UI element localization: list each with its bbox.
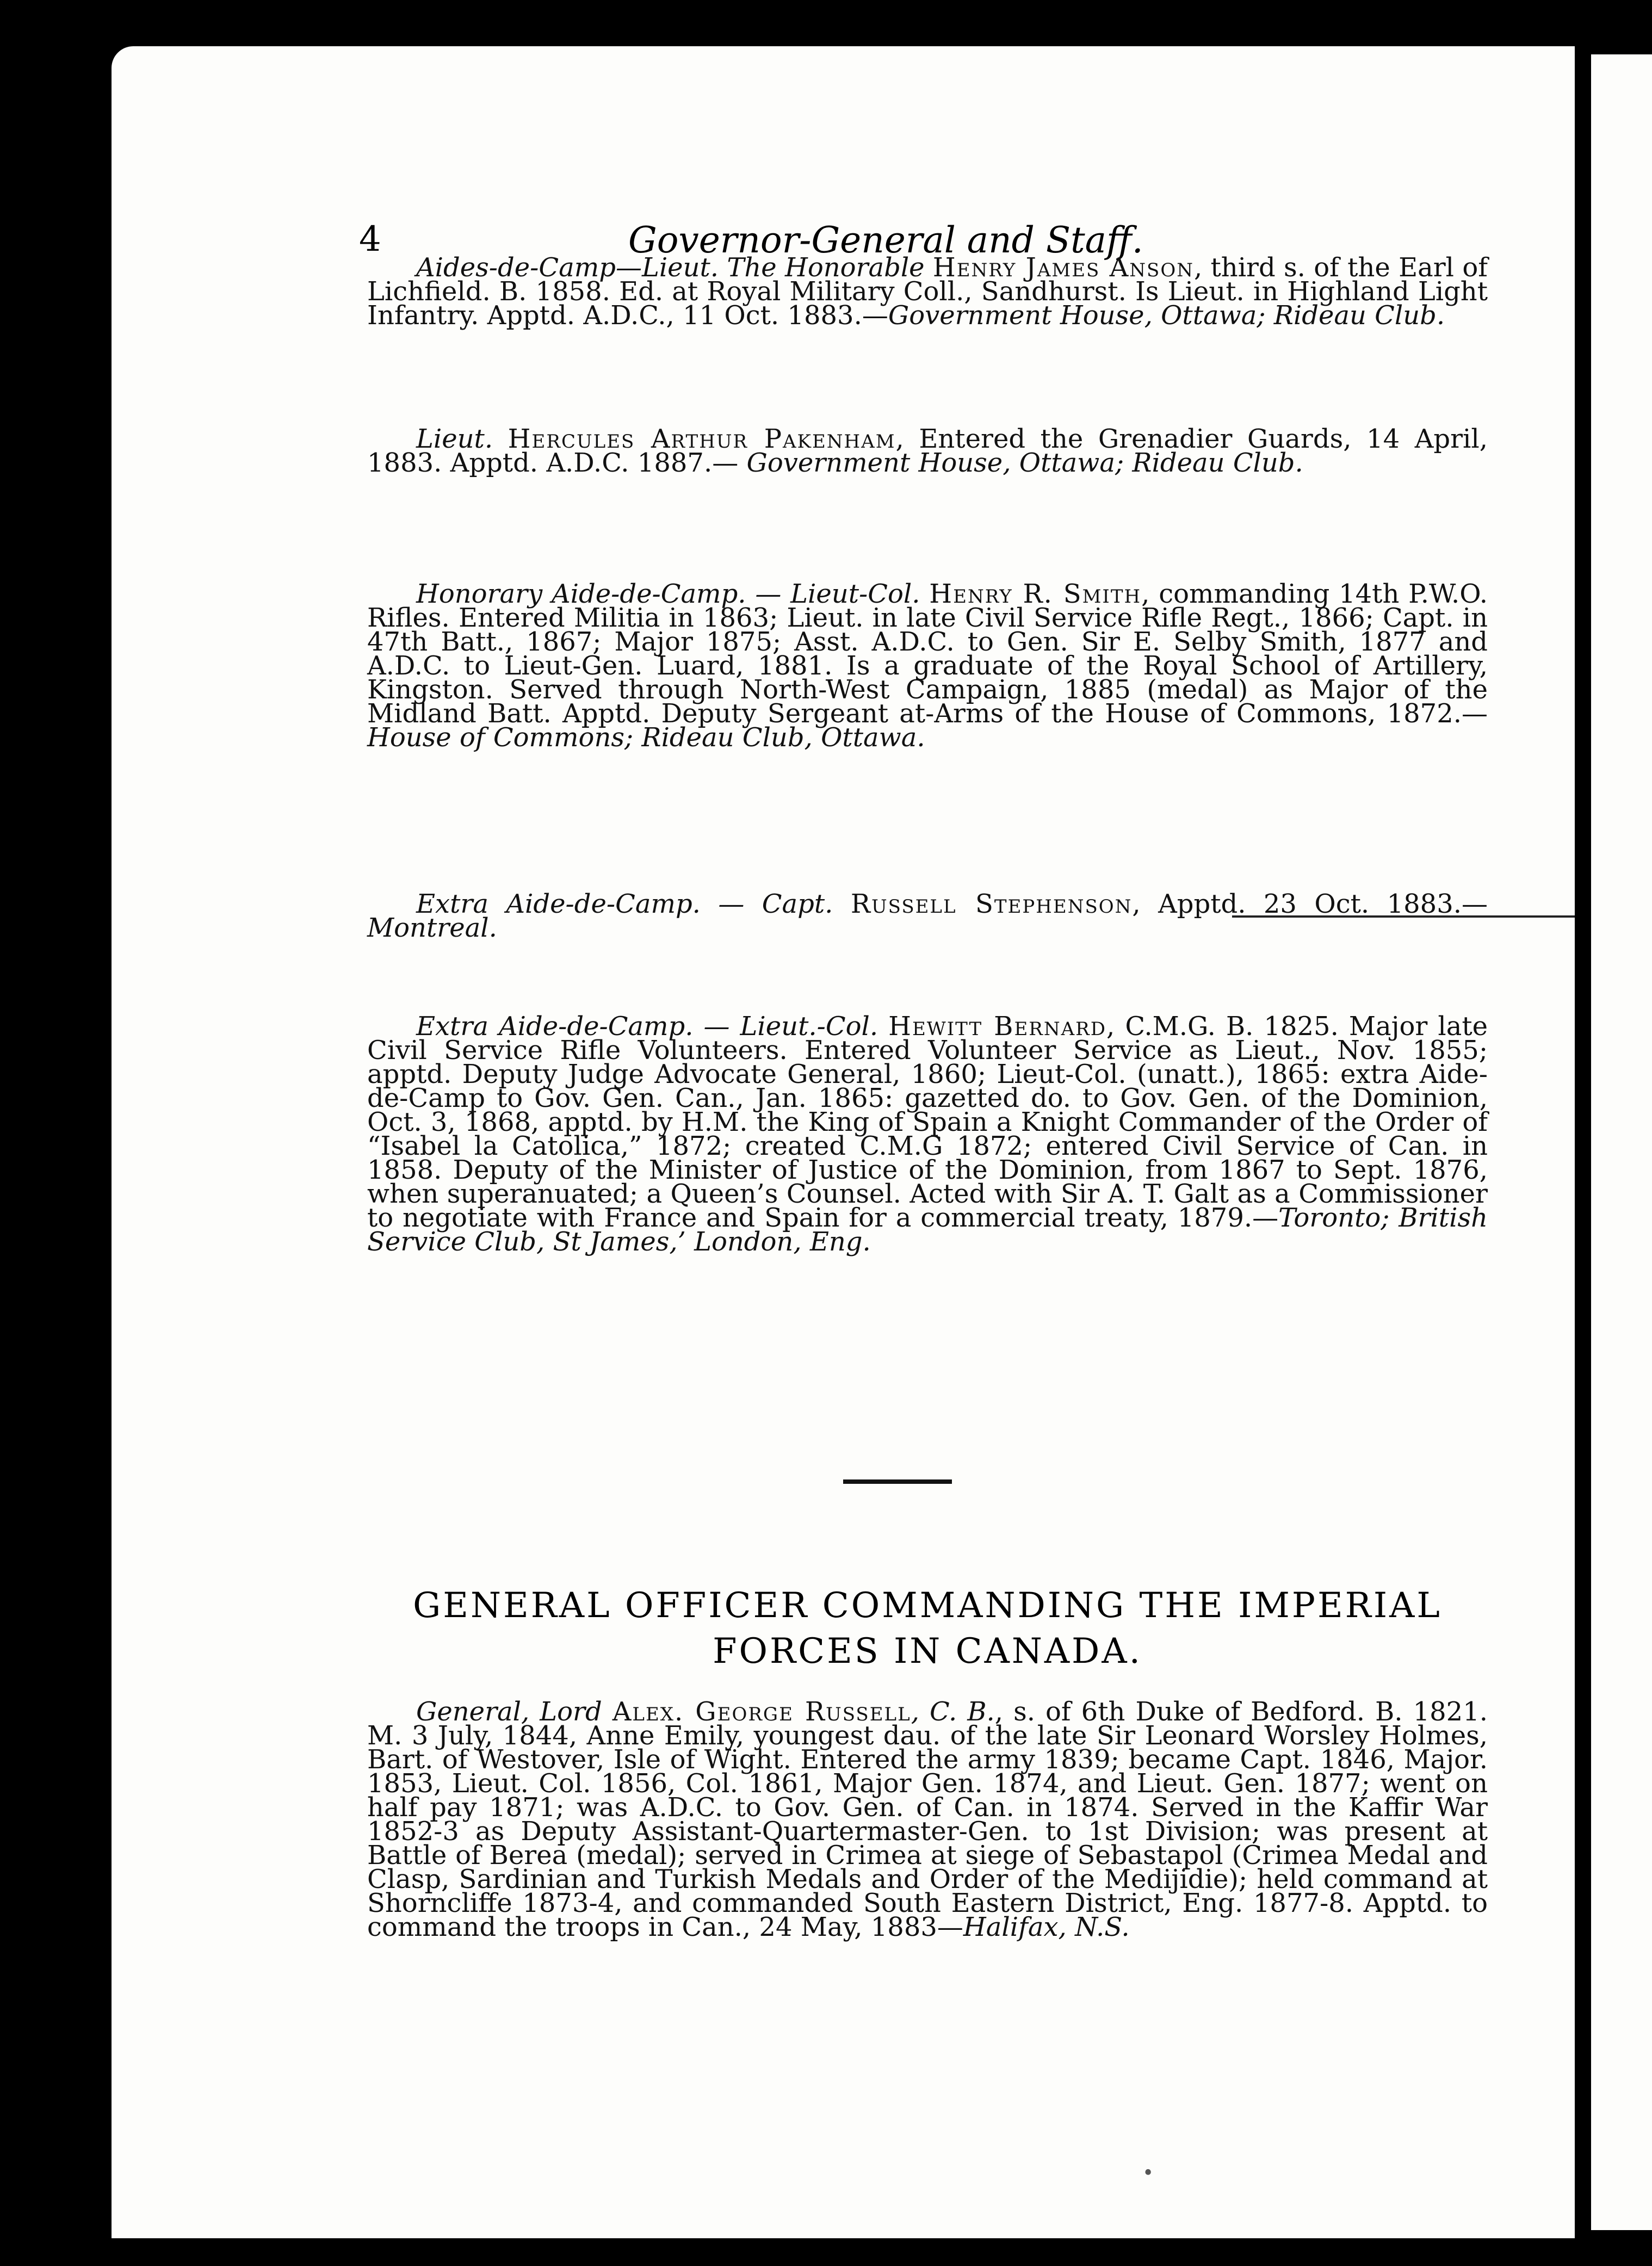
entry-rank: Aides-de-Camp—Lieut. bbox=[416, 252, 719, 283]
entry-rank: Extra Aide-de-Camp. — Lieut.-Col. bbox=[416, 1011, 878, 1042]
entry-russell bbox=[367, 1697, 1488, 1942]
entry-rank: Extra Aide-de-Camp. — Capt. bbox=[416, 889, 833, 919]
entry-address: House of Commons; Rideau Club, Ottawa. bbox=[367, 722, 925, 753]
entry-rank: Honorary Aide-de-Camp. — Lieut-Col. bbox=[416, 579, 920, 609]
entry-rank: Lieut. bbox=[416, 424, 493, 454]
section-title: GENERAL OFFICER COMMANDING THE IMPERIAL FORCES IN CANADA. bbox=[413, 1586, 1442, 1671]
entry-name: Hewitt Bernard bbox=[888, 1011, 1107, 1042]
book-page bbox=[112, 46, 1575, 2238]
entry-text: , C.M.G. B. 1825. Major late Civil Service Rifle Volunteers. Entered Volunteer Service as Lieut., Nov. 1855; apptd. Deputy Judge Advocate General, 1860; Lieut-Col. (unatt.), 1865: extra Aide-de-Camp to Gov. Gen. Can., Jan. 1865: gazetted do. to Gov. Gen. of the Dominion, Oct. 3, 1868, apptd. by H.M. the King of Spain a Knight Commander of the Order of “Isabel la Catolica,” 1872; created C.M.G 1872; entered Civil Service of Can. in 1858. Deputy of the Minister of Justice of the Dominion, from 1867 to Sept. 1876, when superanuated; a Queen’s Counsel. Acted with Sir A. T. Galt as a Commissioner to negotiate with France and Spain for a commercial treaty, 1879.— bbox=[367, 1011, 1488, 1233]
entry-suffix: , C. B. bbox=[911, 1697, 995, 1727]
running-title: Governor-General and Staff. bbox=[628, 219, 1143, 261]
entry-bernard bbox=[367, 1011, 1488, 1257]
entry-address: Halifax, N.S. bbox=[963, 1912, 1130, 1942]
scan-speck: • bbox=[1142, 2162, 1154, 2184]
entry-text: , Apptd. 23 Oct. 1883.— bbox=[1132, 889, 1488, 919]
entry-address: Government House, Ottawa; Rideau Club. bbox=[888, 300, 1445, 331]
entry-pakenham bbox=[367, 424, 1488, 478]
entry-smith bbox=[367, 579, 1488, 753]
entry-text: , s. of 6th Duke of Bedford. B. 1821. M. 3 July, 1844, Anne Emily, youngest dau. of the late Sir Leonard Worsley Holmes, Bart. of Westover, Isle of Wight. Entered the army 1839; became Capt. 1846, Major. 1853, Lieut. Col. 1856, Col. 1861, Major Gen. 1874, and Lieut. Gen. 1877; went on half pay 1871; was A.D.C. to Gov. Gen. of Can. in 1874. Served in the Kaffir War 1852-3 as Deputy Assistant-Quartermaster-Gen. to 1st Division; was present at Battle of Berea (medal); served in Crimea at siege of Sebastapol (Crimea Medal and Clasp, Sardinian and Turkish Medals and Order of the Medijidie); held command at Shorncliffe 1873-4, and commanded South Eastern District, Eng. 1877-8. Apptd. to command the troops in Can., 24 May, 1883— bbox=[367, 1697, 1488, 1942]
entry-name: Russell Stephenson bbox=[850, 889, 1133, 919]
facing-page-edge bbox=[1591, 54, 1652, 2230]
entry-address: Montreal. bbox=[367, 913, 497, 943]
entry-text: , third s. of the Earl of Lichfield. B. 1858. Ed. at Royal Military Coll., Sandhurst. Is Lieut. in Highland Light Infantry. Apptd. A.D.C., 11 Oct. 1883.— bbox=[367, 252, 1488, 331]
entry-address: Toronto; British Service Club, St James,’ London, Eng. bbox=[367, 1203, 1488, 1257]
entry-stephenson bbox=[367, 889, 1488, 943]
entry-name: Henry James Anson bbox=[932, 252, 1194, 283]
section-divider-rule bbox=[843, 1479, 952, 1484]
entry-text: , commanding 14th P.W.O. Rifles. Entered Militia in 1863; Lieut. in late Civil Service Rifle Regt., 1866; Capt. in 47th Batt., 1867; Major 1875; Asst. A.D.C. to Gen. Sir E. Selby Smith, 1877 and A.D.C. to Lieut-Gen. Luard, 1881. Is a graduate of the Royal School of Artillery, Kingston. Served through North-West Campaign, 1885 (medal) as Major of the Midland Batt. Apptd. Deputy Sergeant at-Arms of the House of Commons, 1872.— bbox=[367, 579, 1488, 729]
entry-address: Government House, Ottawa; Rideau Club. bbox=[746, 448, 1303, 478]
entry-rank: General, Lord bbox=[416, 1697, 602, 1727]
entry-name: Henry R. Smith bbox=[929, 579, 1142, 609]
entry-text: , Entered the Grenadier Guards, 14 April, 1883. Apptd. A.D.C. 1887.— bbox=[367, 424, 1488, 478]
entry-name: Hercules Arthur Pakenham bbox=[508, 424, 896, 454]
page-number: 4 bbox=[359, 219, 381, 259]
entry-anson bbox=[367, 252, 1488, 331]
entry-prefix: The Honorable bbox=[727, 252, 925, 283]
entry-name: Alex. George Russell bbox=[612, 1697, 911, 1727]
